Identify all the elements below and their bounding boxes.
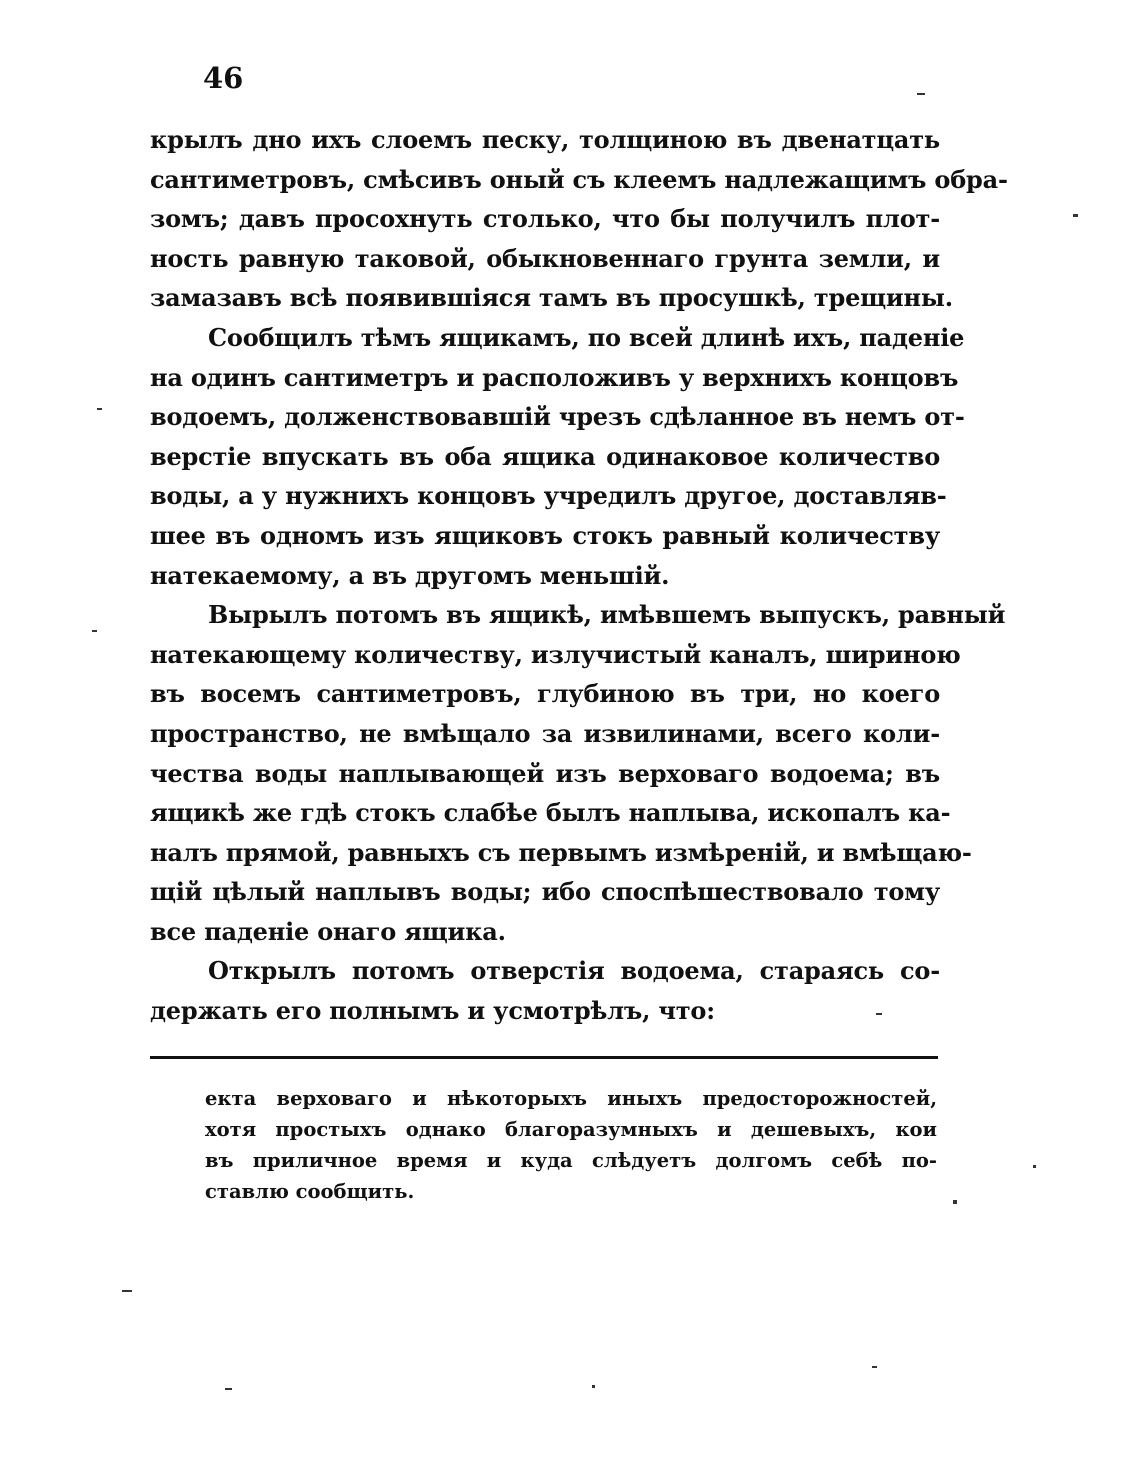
scan-speck: [872, 1366, 877, 1368]
scan-speck: [97, 408, 102, 410]
scan-speck: [917, 93, 925, 95]
footnote: [205, 1083, 937, 1207]
text-line: замазавъ всѣ появившіяся тамъ въ просушкѣ, трещины.: [150, 283, 953, 313]
text-line: Сообщилъ тѣмъ ящикамъ, по всей длинѣ ихъ, паденіе: [208, 322, 965, 352]
scan-speck: [953, 1200, 957, 1204]
text-line: зомъ; давъ просохнуть столько, что бы получилъ плот-: [150, 204, 940, 234]
footnote-line: екта верховаго и нѣкоторыхъ иныхъ предосторожностей,: [205, 1087, 937, 1110]
scan-speck: [592, 1385, 595, 1388]
scan-speck: [225, 1388, 232, 1390]
text-line: держать его полнымъ и усмотрѣлъ, что:: [150, 996, 715, 1026]
scan-speck: [92, 630, 97, 632]
text-line: водоемъ, долженствовавшій чрезъ сдѣланное въ немъ от-: [150, 402, 965, 432]
scan-speck: [1033, 1165, 1036, 1168]
text-line: налъ прямой, равныхъ съ первымъ измѣреній, и вмѣщаю-: [150, 837, 972, 867]
text-line: въ восемъ сантиметровъ, глубиною въ три, но коего: [150, 679, 940, 709]
text-line: шее въ одномъ изъ ящиковъ стокъ равный количеству: [150, 520, 940, 550]
text-line: чества воды наплывающей изъ верховаго водоема; въ: [150, 758, 940, 788]
text-line: все паденіе онаго ящика.: [150, 916, 506, 946]
text-line: на одинъ сантиметръ и расположивъ у верхнихъ концовъ: [150, 362, 959, 392]
footnote-separator-rule: [150, 1056, 938, 1059]
page-number: 46: [203, 61, 244, 95]
text-line: пространство, не вмѣщало за извилинами, всего коли-: [150, 718, 940, 748]
text-line: натекающему количеству, излучистый каналъ, шириною: [150, 639, 961, 669]
text-line: натекаемому, а въ другомъ меньшій.: [150, 560, 670, 590]
scan-speck: [122, 1290, 132, 1292]
text-line: Вырылъ потомъ въ ящикѣ, имѣвшемъ выпускъ, равный: [208, 600, 1006, 630]
footnote-line: ставлю сообщить.: [205, 1180, 415, 1203]
scan-speck: [1073, 214, 1078, 217]
scan-speck: [876, 1013, 882, 1015]
text-line: щій цѣлый наплывъ воды; ибо споспѣшествовало тому: [150, 877, 940, 907]
footnote-line: въ приличное время и куда слѣдуетъ долгомъ себѣ по-: [205, 1149, 937, 1172]
text-line: Открылъ потомъ отверстія водоема, стараясь со-: [208, 956, 940, 986]
text-line: крылъ дно ихъ слоемъ песку, толщиною въ двенатцать: [150, 125, 940, 154]
text-line: воды, а у нужнихъ концовъ учредилъ другое, доставляв-: [150, 481, 947, 511]
footnote-line: хотя простыхъ однако благоразумныхъ и дешевыхъ, кои: [205, 1118, 937, 1141]
text-line: ящикѣ же гдѣ стокъ слабѣе былъ наплыва, ископалъ ка-: [150, 798, 951, 828]
text-line: верстіе впускать въ оба ящика одинаковое количество: [150, 441, 940, 471]
text-line: ность равную таковой, обыкновеннаго грунта земли, и: [150, 243, 940, 273]
text-line: сантиметровъ, смѣсивъ оный съ клеемъ надлежащимъ обра-: [150, 164, 1008, 194]
main-text: [150, 120, 1008, 1031]
